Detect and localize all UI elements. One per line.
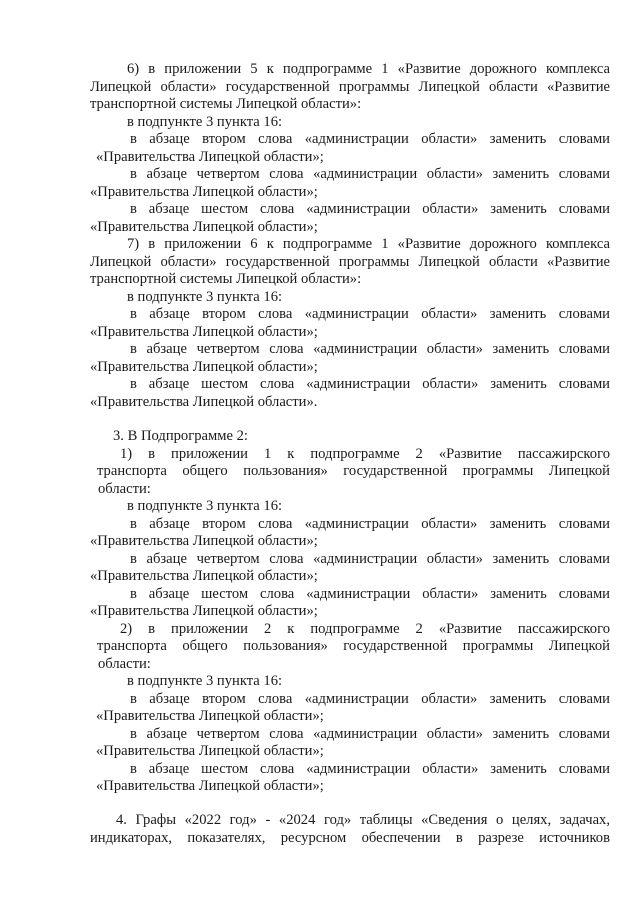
text-line: 6) в приложении 5 к подпрограмме 1 «Развитие дорожного комплекса (127, 61, 610, 77)
text-line: в абзаце втором слова «администрации области» заменить словами (130, 306, 610, 322)
text-line: индикаторах, показателях, ресурсном обеспечении в разрезе источников (90, 830, 610, 846)
text-line: в абзаце втором слова «администрации области» заменить словами (130, 131, 610, 147)
text-line: Липецкой области» государственной программы Липецкой области «Развитие (90, 79, 610, 95)
text-line: области: (98, 481, 151, 497)
text-line: «Правительства Липецкой области»; (96, 149, 324, 165)
text-line: «Правительства Липецкой области»; (96, 778, 324, 794)
text-line: в абзаце шестом слова «администрации области» заменить словами (130, 376, 610, 392)
text-line: в абзаце четвертом слова «администрации области» заменить словами (130, 341, 610, 357)
text-line: «Правительства Липецкой области»; (90, 533, 318, 549)
text-line: в абзаце четвертом слова «администрации области» заменить словами (130, 726, 610, 742)
text-line: «Правительства Липецкой области»; (90, 184, 318, 200)
text-line: в абзаце втором слова «администрации области» заменить словами (130, 516, 610, 532)
text-line: Липецкой области» государственной программы Липецкой области «Развитие (90, 254, 610, 270)
text-line: в подпункте 3 пункта 16: (127, 114, 283, 130)
text-line: в абзаце четвертом слова «администрации области» заменить словами (130, 551, 610, 567)
text-line: в подпункте 3 пункта 16: (127, 289, 283, 305)
text-line: транспортной системы Липецкой области»: (90, 271, 362, 287)
text-line: «Правительства Липецкой области». (90, 394, 318, 410)
text-line: в абзаце шестом слова «администрации области» заменить словами (130, 761, 610, 777)
text-line: области: (98, 656, 151, 672)
text-line: в абзаце втором слова «администрации области» заменить словами (130, 691, 610, 707)
text-line: в подпункте 3 пункта 16: (127, 673, 283, 689)
text-line: 2) в приложении 2 к подпрограмме 2 «Развитие пассажирского (120, 621, 610, 637)
text-line: транспортной системы Липецкой области»: (90, 96, 362, 112)
text-line: 7) в приложении 6 к подпрограмме 1 «Развитие дорожного комплекса (127, 236, 610, 252)
text-line: в абзаце четвертом слова «администрации области» заменить словами (130, 166, 610, 182)
text-line: в подпункте 3 пункта 16: (127, 498, 283, 514)
text-line: «Правительства Липецкой области»; (90, 219, 318, 235)
section-heading: 3. В Подпрограмме 2: (113, 428, 248, 444)
text-line: транспорта общего пользования» государственной программы Липецкой (97, 638, 610, 654)
text-line: в абзаце шестом слова «администрации области» заменить словами (130, 201, 610, 217)
text-line: «Правительства Липецкой области»; (90, 359, 318, 375)
text-line: «Правительства Липецкой области»; (90, 603, 318, 619)
text-line: «Правительства Липецкой области»; (90, 324, 318, 340)
text-line: транспорта общего пользования» государственной программы Липецкой (97, 463, 610, 479)
text-line: «Правительства Липецкой области»; (96, 708, 324, 724)
text-line: «Правительства Липецкой области»; (96, 743, 324, 759)
text-line: 1) в приложении 1 к подпрограмме 2 «Развитие пассажирского (120, 446, 610, 462)
text-line: 4. Графы «2022 год» - «2024 год» таблицы «Сведения о целях, задачах, (116, 812, 610, 828)
text-line: в абзаце шестом слова «администрации области» заменить словами (130, 586, 610, 602)
text-line: «Правительства Липецкой области»; (90, 568, 318, 584)
